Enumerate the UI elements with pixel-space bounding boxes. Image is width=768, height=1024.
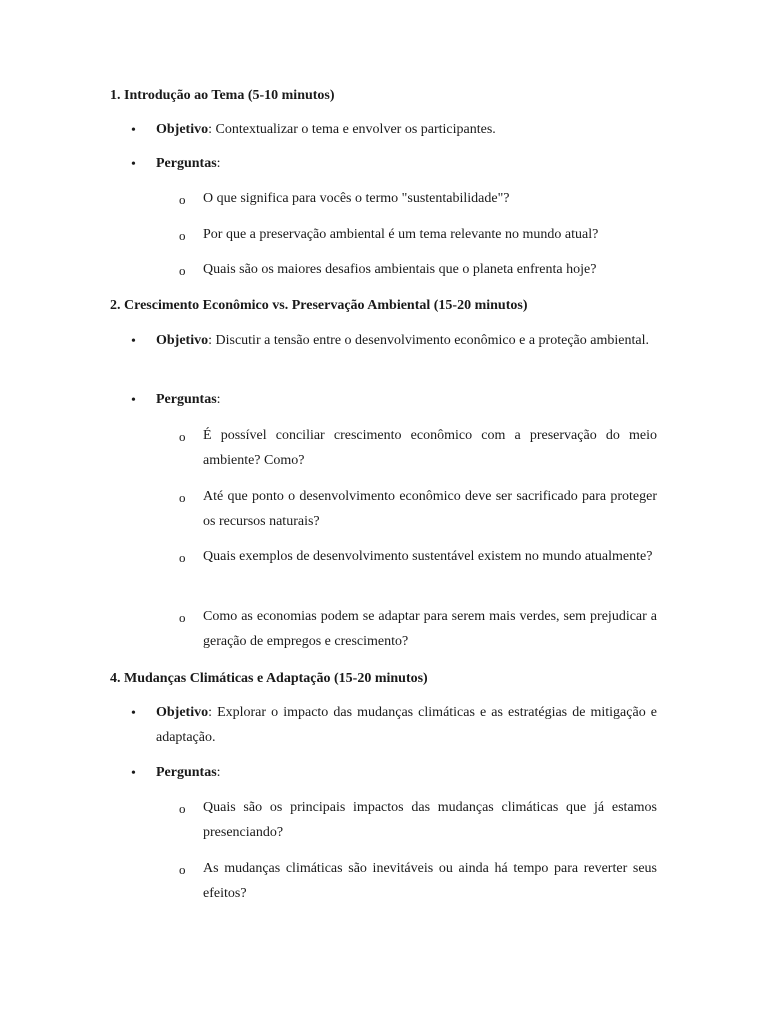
bullet-marker: • [131, 123, 136, 138]
question-item: É possível conciliar crescimento econômico com a preservação do meio ambiente? Como? [203, 428, 657, 468]
bullet-marker: • [131, 157, 136, 172]
section-1-objective [156, 117, 657, 142]
question-item: Quais exemplos de desenvolvimento sustentável existem no mundo atualmente? [203, 549, 653, 564]
section-2-objective [156, 328, 657, 353]
objective-label: Objetivo [156, 705, 209, 720]
question-item: As mudanças climáticas são inevitáveis ou ainda há tempo para reverter seus efeitos? [203, 861, 657, 901]
section-4-objective [156, 700, 657, 750]
questions-suffix: : [216, 156, 221, 171]
bullet-marker: • [131, 766, 136, 781]
question-item: Quais são os maiores desafios ambientais que o planeta enfrenta hoje? [203, 262, 597, 277]
questions-label: Perguntas [156, 392, 217, 407]
sub-bullet-marker: o [179, 490, 186, 505]
bullet-marker: • [131, 334, 136, 349]
question-item: Quais são os principais impactos das mudanças climáticas que já estamos presenciando? [203, 800, 657, 840]
sub-bullet-marker: o [179, 610, 186, 625]
section-1-questions-label [156, 151, 657, 176]
sub-bullet-marker: o [179, 550, 186, 565]
bullet-marker: • [131, 393, 136, 408]
question-item: Por que a preservação ambiental é um tema relevante no mundo atual? [203, 227, 599, 242]
questions-suffix: : [216, 392, 221, 407]
objective-text: : Explorar o impacto das mudanças climáticas e as estratégias de mitigação e adaptação. [156, 705, 657, 745]
sub-bullet-marker: o [179, 228, 186, 243]
question-item: Até que ponto o desenvolvimento econômico deve ser sacrificado para proteger os recursos naturais? [203, 489, 657, 529]
sub-bullet-marker: o [179, 862, 186, 877]
question-item: Como as economias podem se adaptar para serem mais verdes, sem prejudicar a geração de empregos e crescimento? [203, 609, 657, 649]
questions-label: Perguntas [156, 156, 217, 171]
sub-bullet-marker: o [179, 192, 186, 207]
bullet-marker: • [131, 706, 136, 721]
section-heading-1: 1. Introdução ao Tema (5-10 minutos) [110, 88, 335, 103]
questions-suffix: : [216, 765, 221, 780]
question-item: O que significa para vocês o termo "sustentabilidade"? [203, 191, 510, 206]
objective-label: Objetivo [156, 122, 209, 137]
sub-bullet-marker: o [179, 429, 186, 444]
section-heading-4: 4. Mudanças Climáticas e Adaptação (15-20 minutos) [110, 671, 428, 686]
objective-label: Objetivo [156, 333, 209, 348]
objective-text: : Contextualizar o tema e envolver os participantes. [208, 122, 496, 137]
section-4-questions-label [156, 760, 657, 785]
section-heading-2: 2. Crescimento Econômico vs. Preservação Ambiental (15-20 minutos) [110, 298, 528, 313]
sub-bullet-marker: o [179, 801, 186, 816]
questions-label: Perguntas [156, 765, 217, 780]
sub-bullet-marker: o [179, 263, 186, 278]
section-2-questions-label [156, 387, 657, 412]
objective-text: : Discutir a tensão entre o desenvolvimento econômico e a proteção ambiental. [208, 333, 649, 348]
